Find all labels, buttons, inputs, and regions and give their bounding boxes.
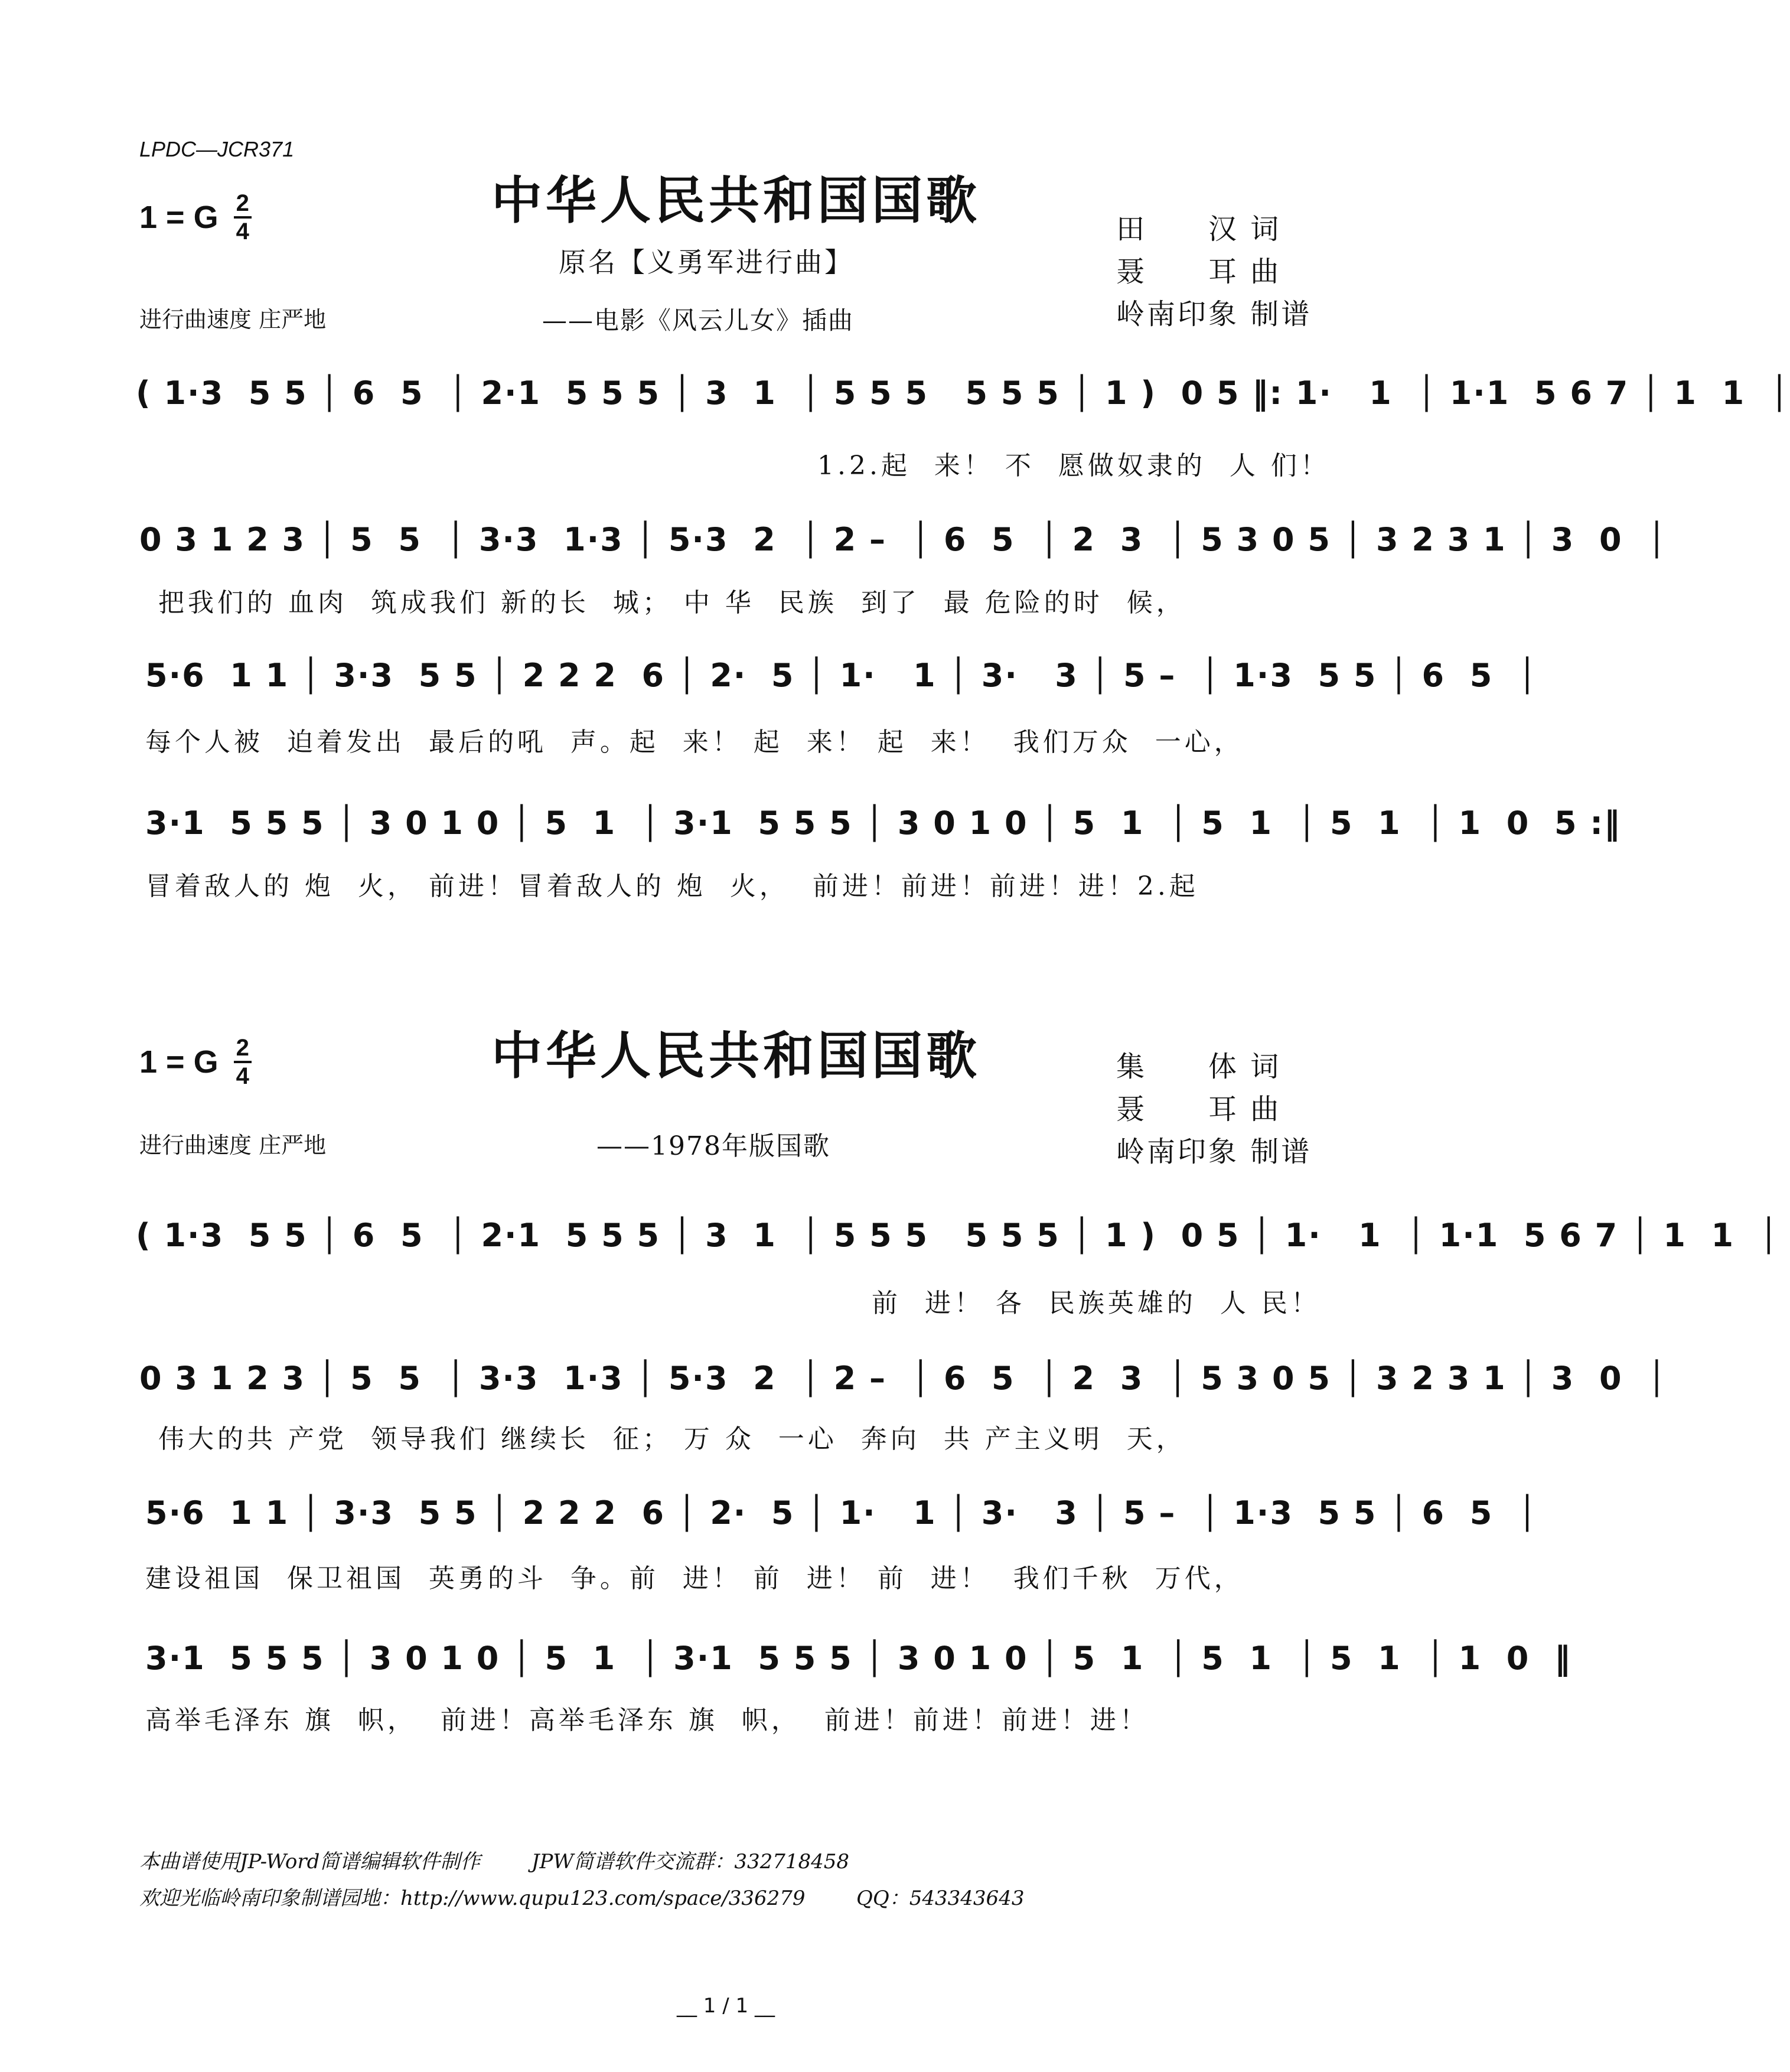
song2-lyrics-line-3: 建设祖国 保卫祖国 英勇的斗 争。前 进！ 前 进！ 前 进！ 我们千秋 万代， (145, 1563, 1244, 1594)
song1-credits (1116, 208, 1312, 335)
song2-notation-line-4: 3·1 5 5 5 │ 3 0 1 0 │ 5 1 │ 3·1 5 5 5 │ 3 0 1 0 │ 5 1 │ 5 1 │ 5 1 │ 1 0 ‖ (145, 1640, 1571, 1677)
page-number: __ 1 / 1 __ (677, 1994, 775, 2018)
time-numerator: 2 (234, 1035, 252, 1063)
song1-notation-line-1: ( 1·3 5 5 │ 6 5 │ 2·1 5 5 5 │ 3 1 │ 5 5 5 5 5 5 │ 1 ) 0 5 ‖: 1· 1 │ 1·1 5 6 7 │ 1 1 │ (136, 374, 1790, 412)
song1-subtitle2: ——电影《风云儿女》插曲 (542, 306, 855, 335)
song2-title: 中华人民共和国国歌 (491, 1026, 980, 1086)
key-signature-1 (139, 190, 252, 245)
song2-lyrics-line-4: 高举毛泽东 旗 帜， 前进！高举毛泽东 旗 帜， 前进！前进！前进！进！ (145, 1705, 1149, 1735)
composer-credit: 聂 耳 曲 (1116, 1093, 1282, 1126)
key-signature-2 (139, 1035, 252, 1089)
song1-subtitle: 原名【义勇军进行曲】 (559, 246, 854, 278)
song1-notation-line-2: 0 3 1 2 3 │ 5 5 │ 3·3 1·3 │ 5·3 2 │ 2 – │ 6 5 │ 2 3 │ 5 3 0 5 │ 3 2 3 1 │ 3 0 │ (139, 521, 1668, 558)
time-denominator: 4 (236, 1063, 249, 1089)
song1-lyrics-line-1: 1.2.起 来！ 不 愿做奴隶的 人 们！ (817, 451, 1330, 481)
key-label: 1 = G (139, 1044, 219, 1080)
song1-notation-line-3: 5·6 1 1 │ 3·3 5 5 │ 2 2 2 6 │ 2· 5 │ 1· 1 │ 3· 3 │ 5 – │ 1·3 5 5 │ 6 5 │ (145, 657, 1538, 694)
composer-credit: 聂 耳 曲 (1116, 255, 1282, 288)
transcriber-credit: 岭南印象 制谱 (1116, 298, 1312, 331)
song1-lyrics-line-4: 冒着敌人的 炮 火， 前进！冒着敌人的 炮 火， 前进！前进！前进！进！2.起 (145, 871, 1199, 901)
song1-lyrics-line-2: 把我们的 血肉 筑成我们 新的长 城； 中 华 民族 到了 最 危险的时 候， (158, 588, 1186, 618)
key-label: 1 = G (139, 200, 219, 235)
song2-notation-line-1: ( 1·3 5 5 │ 6 5 │ 2·1 5 5 5 │ 3 1 │ 5 5 5 5 5 5 │ 1 ) 0 5 │ 1· 1 │ 1·1 5 6 7 │ 1 1 │ (136, 1217, 1780, 1254)
time-signature (234, 1035, 252, 1089)
document-code: LPDC—JCR371 (139, 137, 295, 161)
transcriber-credit: 岭南印象 制谱 (1116, 1135, 1312, 1168)
song2-subtitle: ——1978年版国歌 (596, 1131, 830, 1161)
song2-tempo: 进行曲速度 庄严地 (139, 1132, 327, 1158)
song2-notation-line-3: 5·6 1 1 │ 3·3 5 5 │ 2 2 2 6 │ 2· 5 │ 1· 1 │ 3· 3 │ 5 – │ 1·3 5 5 │ 6 5 │ (145, 1494, 1538, 1532)
time-numerator: 2 (234, 190, 252, 219)
time-signature (234, 190, 252, 245)
song1-notation-line-4: 3·1 5 5 5 │ 3 0 1 0 │ 5 1 │ 3·1 5 5 5 │ 3 0 1 0 │ 5 1 │ 5 1 │ 5 1 │ 1 0 5 :‖ (145, 804, 1621, 842)
song2-lyrics-line-1: 前 进！ 各 民族英雄的 人 民！ (872, 1288, 1321, 1318)
lyricist-credit: 田 汉 词 (1116, 213, 1282, 246)
footer-website: 欢迎光临岭南印象制谱园地：http://www.qupu123.com/space/336279 QQ：543343643 (139, 1887, 1025, 1910)
song1-tempo: 进行曲速度 庄严地 (139, 307, 327, 333)
song1-title: 中华人民共和国国歌 (491, 171, 980, 230)
song2-lyrics-line-2: 伟大的共 产党 领导我们 继续长 征； 万 众 一心 奔向 共 产主义明 天， (158, 1424, 1186, 1454)
lyricist-credit: 集 体 词 (1116, 1050, 1282, 1083)
song2-notation-line-2: 0 3 1 2 3 │ 5 5 │ 3·3 1·3 │ 5·3 2 │ 2 – │ 6 5 │ 2 3 │ 5 3 0 5 │ 3 2 3 1 │ 3 0 │ (139, 1360, 1668, 1397)
song1-lyrics-line-3: 每个人被 迫着发出 最后的吼 声。起 来！ 起 来！ 起 来！ 我们万众 一心， (145, 727, 1244, 757)
song2-credits (1116, 1045, 1312, 1173)
footer-software-credit: 本曲谱使用JP-Word简谱编辑软件制作 JPW简谱软件交流群：332718458 (139, 1850, 850, 1874)
time-denominator: 4 (236, 219, 249, 245)
